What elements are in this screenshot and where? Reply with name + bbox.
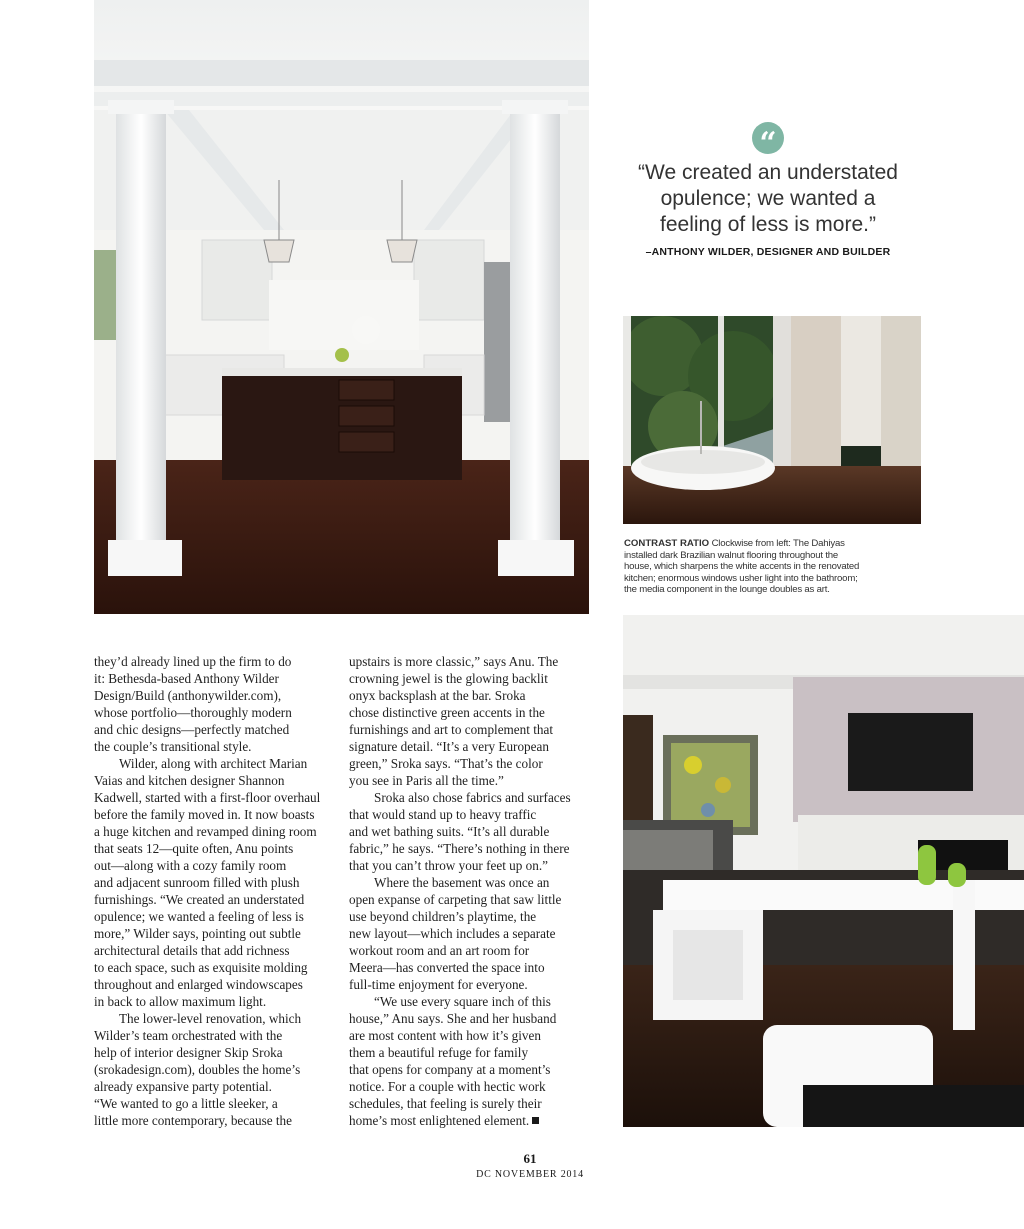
body-line-text: home’s most enlightened element. [349, 1113, 530, 1128]
body-line: chose distinctive green accents in the [349, 705, 545, 720]
body-line: that would stand up to heavy traffic [349, 807, 537, 822]
body-line: them a beautiful refuge for family [349, 1045, 529, 1060]
body-line: “We wanted to go a little sleeker, a [94, 1096, 278, 1111]
body-line: open expanse of carpeting that saw little [349, 892, 562, 907]
body-line: full-time enjoyment for everyone. [349, 977, 528, 992]
body-line: The lower-level renovation, which [119, 1011, 302, 1026]
kitchen-photo [94, 0, 589, 614]
body-line: and adjacent sunroom filled with plush [94, 875, 300, 890]
body-line: that opens for company at a moment’s [349, 1062, 551, 1077]
body-line: (srokadesign.com), doubles the home’s [94, 1062, 301, 1077]
body-line: Sroka also chose fabrics and surfaces [374, 790, 571, 805]
body-line: notice. For a couple with hectic work [349, 1079, 546, 1094]
body-line: they’d already lined up the firm to do [94, 654, 292, 669]
body-line: architectural details that add richness [94, 943, 290, 958]
body-line: green,” Sroka says. “That’s the color [349, 756, 543, 771]
quote-icon: “ [752, 122, 784, 154]
pull-quote-line: “We created an understated [638, 161, 898, 184]
body-line: are most content with how it’s given [349, 1028, 541, 1043]
body-line: house,” Anu says. She and her husband [349, 1011, 557, 1026]
caption-text: house, which sharpens the white accents in the renovated [624, 561, 860, 573]
body-line: use beyond children’s playtime, the [349, 909, 537, 924]
issue-line: DC NOVEMBER 2014 [476, 1169, 584, 1180]
body-line: help of interior designer Skip Sroka [94, 1045, 283, 1060]
body-line: Kadwell, started with a first-floor overhaul [94, 790, 321, 805]
body-line: that seats 12—quite often, Anu points [94, 841, 294, 856]
body-line: workout room and an art room for [349, 943, 530, 958]
body-line: already expansive party potential. [94, 1079, 272, 1094]
body-column-left [94, 653, 344, 1129]
body-line: throughout and enlarged windowscapes [94, 977, 303, 992]
caption-text: Clockwise from left: The Dahiyas [711, 538, 845, 549]
body-line: whose portfolio—thoroughly modern [94, 705, 292, 720]
pull-quote-line: feeling of less is more.” [660, 213, 876, 236]
body-line: before the family moved in. It now boasts [94, 807, 315, 822]
body-line: and chic designs—perfectly matched [94, 722, 290, 737]
body-line: schedules, that feeling is surely their [349, 1096, 542, 1111]
body-line: the couple’s transitional style. [94, 739, 252, 754]
body-line: fabric,” he says. “There’s nothing in there [349, 841, 570, 856]
body-line: Vaias and kitchen designer Shannon [94, 773, 285, 788]
page-number: 61 [523, 1151, 537, 1166]
body-line: little more contemporary, because the [94, 1113, 292, 1128]
body-line: “We use every square inch of this [374, 994, 551, 1009]
body-column-right [349, 653, 593, 1129]
body-line: Wilder, along with architect Marian [119, 756, 308, 771]
body-line: a huge kitchen and revamped dining room [94, 824, 317, 839]
body-line-last [349, 1112, 593, 1129]
pull-quote [620, 160, 916, 238]
lounge-photo [623, 615, 1024, 1127]
photo-caption [624, 538, 924, 596]
body-line: to each space, such as exquisite molding [94, 960, 308, 975]
body-line: it: Bethesda-based Anthony Wilder [94, 671, 279, 686]
body-line: furnishings. “We created an understated [94, 892, 305, 907]
body-line: Meera—has converted the space into [349, 960, 545, 975]
body-line: you see in Paris all the time.” [349, 773, 504, 788]
body-line: crowning jewel is the glowing backlit [349, 671, 548, 686]
body-line: out—along with a cozy family room [94, 858, 287, 873]
caption-text: the media component in the lounge doubles as art. [624, 584, 830, 596]
bathroom-photo [623, 316, 921, 524]
caption-label: CONTRAST RATIO [624, 538, 710, 549]
caption-text: kitchen; enormous windows usher light into the bathroom; [624, 572, 858, 584]
body-line: signature detail. “It’s a very European [349, 739, 549, 754]
body-line: furnishings and art to complement that [349, 722, 553, 737]
caption-text: installed dark Brazilian walnut flooring throughout the [624, 549, 839, 561]
body-line: Wilder’s team orchestrated with the [94, 1028, 283, 1043]
body-line: new layout—which includes a separate [349, 926, 556, 941]
body-line: that you can’t throw your feet up on.” [349, 858, 548, 873]
body-line: Where the basement was once an [374, 875, 550, 890]
quote-attribution: –ANTHONY WILDER, DESIGNER AND BUILDER [645, 246, 891, 258]
body-line: upstairs is more classic,” says Anu. The [349, 654, 559, 669]
body-line: and wet bathing suits. “It’s all durable [349, 824, 550, 839]
body-line: onyx backsplash at the bar. Sroka [349, 688, 526, 703]
end-mark [532, 1117, 539, 1124]
body-line: opulence; we wanted a feeling of less is [94, 909, 304, 924]
body-line: more,” Wilder says, pointing out subtle [94, 926, 301, 941]
body-line: Design/Build (anthonywilder.com), [94, 688, 282, 703]
pull-quote-line: opulence; we wanted a [660, 187, 876, 210]
body-line: in back to allow maximum light. [94, 994, 267, 1009]
